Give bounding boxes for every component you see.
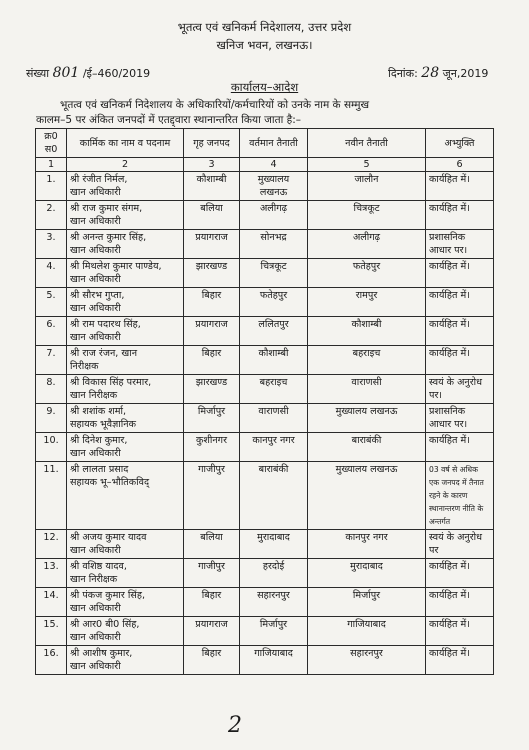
name-cell	[67, 230, 184, 259]
home-cell	[184, 172, 240, 201]
remarks-cell	[426, 646, 494, 675]
remarks-text: कार्यहित में।	[429, 348, 470, 359]
sno-text: 5.	[46, 290, 56, 301]
current-text: हरदोई	[262, 561, 285, 572]
remarks-text: कार्यहित में।	[429, 203, 470, 214]
reference-suffix: /ई–460/2019	[82, 67, 151, 80]
sno-cell	[36, 375, 67, 404]
current-cell	[240, 259, 308, 288]
table-row	[36, 201, 494, 230]
table-row	[36, 559, 494, 588]
sno-text: 9.	[46, 406, 56, 417]
current-text: सोनभद्र	[260, 232, 287, 243]
new-text: अलीगढ़	[352, 232, 381, 243]
remarks-cell	[426, 433, 494, 462]
current-cell	[240, 201, 308, 230]
remarks-cell	[426, 172, 494, 201]
column-number: 5	[308, 158, 426, 172]
designation: खान अधिकारी	[70, 187, 121, 198]
order-date: दिनांक: 28 जून,2019	[388, 65, 489, 81]
home-text: बिहार	[201, 290, 222, 301]
header-sno: क्र0 स0	[36, 129, 67, 158]
directorate-address: खनिज भवन, लखनऊ।	[216, 38, 313, 52]
remarks-text: कार्यहित में।	[429, 174, 470, 185]
current-cell	[240, 404, 308, 433]
designation: खान निरीक्षक	[70, 390, 118, 401]
sno-text: 7.	[46, 348, 56, 359]
remarks-text: कार्यहित में।	[429, 261, 470, 272]
home-text: कुशीनगर	[195, 435, 228, 446]
current-text: कौशाम्बी	[258, 348, 289, 359]
designation: निरीक्षक	[70, 361, 99, 372]
sno-cell	[36, 346, 67, 375]
date-prefix: दिनांक	[388, 67, 415, 80]
new-cell	[308, 201, 426, 230]
remarks-text: कार्यहित में।	[429, 435, 470, 446]
home-text: गाजीपुर	[198, 464, 225, 475]
name-text: श्री सौरभ गुप्ता,	[70, 290, 125, 301]
sno-cell	[36, 530, 67, 559]
name-text: श्री पंकज कुमार सिंह,	[70, 590, 145, 601]
sno-text: 3.	[46, 232, 56, 243]
remarks-text: कार्यहित में।	[429, 319, 470, 330]
remarks-text: स्वयं के अनुरोध पर।	[429, 377, 483, 401]
remarks-text: कार्यहित में।	[429, 561, 470, 572]
new-cell	[308, 617, 426, 646]
date-suffix: जून,2019	[442, 67, 489, 80]
table-row	[36, 288, 494, 317]
current-text: चित्रकूट	[260, 261, 287, 272]
column-number: 3	[184, 158, 240, 172]
header-name: कार्मिक का नाम व पदनाम	[67, 129, 184, 158]
remarks-text: कार्यहित में।	[429, 648, 470, 659]
new-text: रामपुर	[355, 290, 378, 301]
name-text: श्री दिनेश कुमार,	[70, 435, 128, 446]
sno-text: 11.	[43, 464, 59, 475]
name-text: श्री राज कुमार संगम,	[70, 203, 143, 214]
sno-cell	[36, 201, 67, 230]
home-cell	[184, 346, 240, 375]
name-cell	[67, 433, 184, 462]
name-text: श्री आशीष कुमार,	[70, 648, 133, 659]
name-cell	[67, 288, 184, 317]
new-cell	[308, 346, 426, 375]
name-text: श्री रंजीत निर्मल,	[70, 174, 128, 185]
table-row	[36, 646, 494, 675]
name-cell	[67, 172, 184, 201]
designation: खान अधिकारी	[70, 245, 121, 256]
current-cell	[240, 375, 308, 404]
remarks-text: स्वयं के अनुरोध पर	[429, 532, 483, 556]
new-cell	[308, 559, 426, 588]
home-cell	[184, 230, 240, 259]
sno-cell	[36, 588, 67, 617]
new-cell	[308, 433, 426, 462]
header-remarks: अभ्युक्ति	[426, 129, 494, 158]
sno-cell	[36, 433, 67, 462]
name-cell	[67, 646, 184, 675]
header-new: नवीन तैनाती	[308, 129, 426, 158]
sno-cell	[36, 404, 67, 433]
sno-text: 16.	[43, 648, 59, 659]
remarks-cell	[426, 375, 494, 404]
sno-cell	[36, 559, 67, 588]
home-cell	[184, 588, 240, 617]
home-cell	[184, 317, 240, 346]
home-text: प्रयागराज	[195, 319, 228, 330]
new-text: मुरादाबाद	[350, 561, 383, 572]
remarks-cell	[426, 317, 494, 346]
table-row	[36, 375, 494, 404]
reference-handwritten-number: 801	[52, 65, 80, 81]
remarks-text: कार्यहित में।	[429, 290, 470, 301]
remarks-text: प्रशासनिक आधार पर।	[429, 232, 468, 256]
remarks-text: कार्यहित में।	[429, 590, 470, 601]
remarks-cell	[426, 462, 494, 530]
name-text: श्री आर0 बी0 सिंह,	[70, 619, 140, 630]
table-row	[36, 462, 494, 530]
designation: खान निरीक्षक	[70, 574, 118, 585]
sno-text: 6.	[46, 319, 56, 330]
remarks-cell	[426, 404, 494, 433]
table-row	[36, 433, 494, 462]
table-row	[36, 530, 494, 559]
home-cell	[184, 201, 240, 230]
sno-text: 10.	[43, 435, 59, 446]
home-text: गाजीपुर	[198, 561, 225, 572]
name-cell	[67, 404, 184, 433]
date-handwritten-day: 28	[421, 65, 440, 81]
new-text: जालौन	[354, 174, 379, 185]
table-row	[36, 259, 494, 288]
column-number-row	[36, 158, 494, 172]
current-cell	[240, 462, 308, 530]
home-cell	[184, 462, 240, 530]
sno-text: 8.	[46, 377, 56, 388]
new-cell	[308, 317, 426, 346]
table-row	[36, 588, 494, 617]
remarks-cell	[426, 617, 494, 646]
new-text: कौशाम्बी	[351, 319, 382, 330]
home-cell	[184, 617, 240, 646]
name-text: श्री लालता प्रसाद	[70, 464, 129, 475]
name-text: श्री वशिष्ठ यादव,	[70, 561, 127, 572]
sno-cell	[36, 259, 67, 288]
name-cell	[67, 588, 184, 617]
home-text: बलिया	[200, 203, 223, 214]
name-cell	[67, 559, 184, 588]
name-text: श्री शशांक शर्मा,	[70, 406, 127, 417]
current-text: वाराणसी	[258, 406, 289, 417]
name-text: श्री विकास सिंह परमार,	[70, 377, 152, 388]
remarks-text: 03 वर्ष से अधिक एक जनपद में तैनात रहने के कारण स्थानान्तरण नीति के अन्तर्गत	[429, 465, 484, 526]
home-cell	[184, 559, 240, 588]
home-text: झारखण्ड	[195, 377, 228, 388]
designation: खान अधिकारी	[70, 448, 121, 459]
home-cell	[184, 375, 240, 404]
home-cell	[184, 530, 240, 559]
designation: खान अधिकारी	[70, 274, 121, 285]
designation: खान अधिकारी	[70, 545, 121, 556]
new-text: फतेहपुर	[352, 261, 381, 272]
remarks-text: प्रशासनिक आधार पर।	[429, 406, 468, 430]
home-text: मिर्जापुर	[197, 406, 226, 417]
new-text: सहारनपुर	[350, 648, 383, 659]
sno-cell	[36, 462, 67, 530]
current-text: ललितपुर	[258, 319, 289, 330]
current-text: सहारनपुर	[257, 590, 290, 601]
home-cell	[184, 404, 240, 433]
home-text: प्रयागराज	[195, 619, 228, 630]
intro-line-1: भूतत्व एवं खनिकर्म निदेशालय के अधिकारियों/कर्मचारियों को उनके नाम के सम्मुख	[60, 99, 370, 111]
sno-cell	[36, 617, 67, 646]
home-text: बलिया	[200, 532, 223, 543]
designation: खान अधिकारी	[70, 332, 121, 343]
sno-text: 13.	[43, 561, 59, 572]
intro-line-2: कालम–5 पर अंकित जनपदों में एतद्द्वारा स्थानान्तरित किया जाता है:–	[36, 114, 302, 126]
name-cell	[67, 259, 184, 288]
table-header-row	[36, 129, 494, 158]
new-cell	[308, 172, 426, 201]
current-cell	[240, 588, 308, 617]
home-cell	[184, 646, 240, 675]
home-cell	[184, 288, 240, 317]
sno-cell	[36, 230, 67, 259]
current-text: मिर्जापुर	[259, 619, 288, 630]
name-text: श्री अनन्त कुमार सिंह,	[70, 232, 147, 243]
new-text: मुख्यालय लखनऊ	[335, 464, 398, 475]
sno-cell	[36, 172, 67, 201]
name-text: श्री राज रंजन, खान	[70, 348, 138, 359]
column-number: 4	[240, 158, 308, 172]
home-text: बिहार	[201, 590, 222, 601]
table-row	[36, 404, 494, 433]
new-cell	[308, 646, 426, 675]
name-cell	[67, 617, 184, 646]
new-cell	[308, 288, 426, 317]
current-cell	[240, 433, 308, 462]
sno-cell	[36, 288, 67, 317]
reference-number	[26, 65, 150, 81]
remarks-cell	[426, 288, 494, 317]
new-text: कानपुर नगर	[345, 532, 388, 543]
column-number: 6	[426, 158, 494, 172]
name-text: श्री अजय कुमार यादव	[70, 532, 147, 543]
remarks-cell	[426, 559, 494, 588]
new-cell	[308, 375, 426, 404]
header-current: वर्तमान तैनाती	[240, 129, 308, 158]
new-text: बहराइच	[352, 348, 381, 359]
new-text: बाराबंकी	[351, 435, 382, 446]
current-text: मुख्यालय लखनऊ	[257, 174, 290, 198]
sno-text: 12.	[43, 532, 59, 543]
sno-text: 1.	[46, 174, 56, 185]
name-cell	[67, 201, 184, 230]
new-text: मुख्यालय लखनऊ	[335, 406, 398, 417]
new-cell	[308, 404, 426, 433]
name-cell	[67, 530, 184, 559]
current-cell	[240, 317, 308, 346]
remarks-cell	[426, 201, 494, 230]
name-text: श्री राम पदारथ सिंह,	[70, 319, 141, 330]
current-cell	[240, 230, 308, 259]
column-number: 2	[67, 158, 184, 172]
designation: खान अधिकारी	[70, 661, 121, 672]
sno-text: 15.	[43, 619, 59, 630]
remarks-cell	[426, 588, 494, 617]
table-row	[36, 172, 494, 201]
column-number: 1	[36, 158, 67, 172]
home-text: बिहार	[201, 648, 222, 659]
page-number-handwritten: 2	[228, 713, 242, 738]
new-cell	[308, 530, 426, 559]
reference-prefix: संख्या	[26, 67, 50, 80]
current-cell	[240, 559, 308, 588]
name-cell	[67, 462, 184, 530]
new-text: वाराणसी	[351, 377, 382, 388]
table-row	[36, 317, 494, 346]
name-cell	[67, 346, 184, 375]
sno-text: 4.	[46, 261, 56, 272]
current-text: अलीगढ़	[259, 203, 288, 214]
current-text: मुरादाबाद	[257, 532, 290, 543]
name-cell	[67, 317, 184, 346]
designation: खान अधिकारी	[70, 632, 121, 643]
current-text: बहराइच	[259, 377, 288, 388]
home-cell	[184, 259, 240, 288]
order-title: कार्यालय–आदेश	[230, 80, 299, 94]
new-text: मिर्जापुर	[352, 590, 381, 601]
new-text: चित्रकूट	[353, 203, 380, 214]
sno-cell	[36, 646, 67, 675]
designation: खान अधिकारी	[70, 603, 121, 614]
current-cell	[240, 288, 308, 317]
current-text: बाराबंकी	[258, 464, 289, 475]
name-text: श्री मिथलेश कुमार पाण्डेय,	[70, 261, 162, 272]
table-row	[36, 617, 494, 646]
table-row	[36, 230, 494, 259]
remarks-cell	[426, 530, 494, 559]
current-text: फतेहपुर	[259, 290, 288, 301]
remarks-cell	[426, 230, 494, 259]
home-text: झारखण्ड	[195, 261, 228, 272]
new-text: गाजियाबाद	[347, 619, 386, 630]
designation: सहायक भू–भौतिकविद्	[70, 477, 150, 488]
header-home: गृह जनपद	[184, 129, 240, 158]
sno-text: 14.	[43, 590, 59, 601]
designation: सहायक भूवैज्ञानिक	[70, 419, 136, 430]
home-text: प्रयागराज	[195, 232, 228, 243]
table-row	[36, 346, 494, 375]
current-cell	[240, 172, 308, 201]
home-text: कौशाम्बी	[196, 174, 227, 185]
designation: खान अधिकारी	[70, 216, 121, 227]
sno-cell	[36, 317, 67, 346]
transfer-table	[35, 128, 494, 675]
new-cell	[308, 259, 426, 288]
new-cell	[308, 230, 426, 259]
current-cell	[240, 646, 308, 675]
sno-text: 2.	[46, 203, 56, 214]
directorate-name: भूतत्व एवं खनिकर्म निदेशालय, उत्तर प्रदेश	[177, 20, 352, 34]
current-cell	[240, 530, 308, 559]
designation: खान अधिकारी	[70, 303, 121, 314]
remarks-text: कार्यहित में।	[429, 619, 470, 630]
new-cell	[308, 462, 426, 530]
new-cell	[308, 588, 426, 617]
home-cell	[184, 433, 240, 462]
name-cell	[67, 375, 184, 404]
remarks-cell	[426, 346, 494, 375]
current-text: कानपुर नगर	[252, 435, 295, 446]
remarks-cell	[426, 259, 494, 288]
current-text: गाजियाबाद	[254, 648, 293, 659]
home-text: बिहार	[201, 348, 222, 359]
current-cell	[240, 346, 308, 375]
current-cell	[240, 617, 308, 646]
